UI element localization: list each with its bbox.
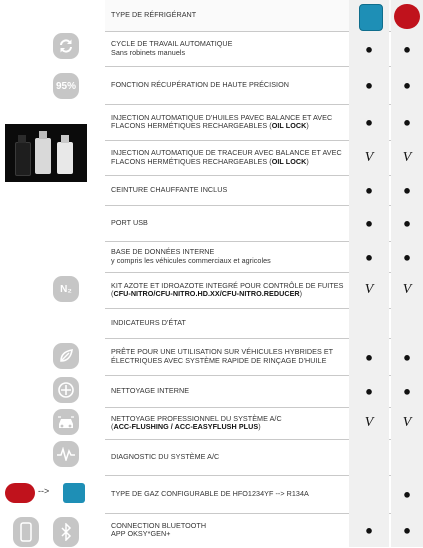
table-row xyxy=(105,338,423,376)
cell-col1: ● xyxy=(365,77,373,93)
cell-col1: V xyxy=(364,282,374,297)
row-bold: OIL LOCK xyxy=(271,121,307,130)
row-bold: OIL LOCK xyxy=(271,156,307,166)
cell-col1: ● xyxy=(365,349,373,364)
cell-col1: ● xyxy=(365,215,373,231)
cell-col1: ● xyxy=(365,383,373,399)
cell-col2: ● xyxy=(403,522,411,538)
r1234-cylinder-icon xyxy=(359,4,383,31)
row-label: PRÊTE POUR UNE UTILISATION SUR VÉHICULES HYBRIDES ET ÉLECTRIQUES AVEC SYSTÈME RAPIDE DE RINÇAGE D'HUILE xyxy=(111,347,333,365)
cell-col2: ● xyxy=(403,215,411,231)
table-row xyxy=(105,66,423,105)
header-label: TYPE DE RÉFRIGÉRANT xyxy=(111,10,197,20)
car-flushing-icon xyxy=(53,409,79,435)
nitrogen-kit-icon: N₂ xyxy=(53,276,79,302)
r1234-cylinder-icon xyxy=(63,483,85,503)
row-label: CEINTURE CHAUFFANTE INCLUS xyxy=(111,184,228,194)
cell-col1: ● xyxy=(365,41,373,56)
phone-icon xyxy=(13,517,39,547)
cell-col1: ● xyxy=(365,249,373,264)
table-row xyxy=(105,475,423,514)
leaf-icon xyxy=(53,343,79,369)
recycle-arrows-icon xyxy=(53,33,79,59)
row-label: INJECTION AUTOMATIQUE D'HUILES PAVEC BALANCE ET AVEC FLACONS HERMÉTIQUES RECHARGEABLES ( xyxy=(111,112,333,130)
row-label: NETTOYAGE PROFESSIONNEL DU SYSTÈME A/C xyxy=(111,413,282,423)
row-label: PORT USB xyxy=(111,217,148,227)
cell-col2: ● xyxy=(403,114,411,130)
arrow-icon: --> xyxy=(38,486,50,496)
table-row xyxy=(105,513,423,547)
cleaning-icon xyxy=(53,377,79,403)
header-col-1 xyxy=(349,0,389,31)
feature-table xyxy=(105,0,423,548)
table-row xyxy=(105,31,423,67)
cell-col2: ● xyxy=(403,77,411,93)
gas-conversion-icon xyxy=(5,481,89,505)
cell-col2: V xyxy=(402,415,412,430)
r134a-cylinder-icon xyxy=(394,4,420,29)
header-col-2 xyxy=(391,0,423,31)
cell-col2: ● xyxy=(403,349,411,364)
row-bold: CFU-NITRO/CFU-NITRO.HD.XX/CFU-NITRO.REDUCER xyxy=(113,289,300,298)
row-label: NETTOYAGE INTERNE xyxy=(111,385,190,395)
table-row xyxy=(105,375,423,408)
table-row xyxy=(105,308,423,339)
row-label: KIT AZOTE ET IDROAZOTE INTEGRÉ POUR CONTRÔLE DE FUITES ( xyxy=(111,280,344,298)
cell-col2: ● xyxy=(403,486,411,502)
row-label: CYCLE DE TRAVAIL AUTOMATIQUE xyxy=(111,39,233,49)
table-row: INJECTION AUTOMATIQUE DE TRACEUR AVEC BALANCE ET AVEC FLACONS HERMÉTIQUES RECHARGEABLES (OIL LOCK) V V xyxy=(105,140,423,176)
row-sublabel: y compris les véhicules commerciaux et agricoles xyxy=(111,255,271,265)
table-row: NETTOYAGE PROFESSIONNEL DU SYSTÈME A/C (ACC-FLUSHING / ACC-EASYFLUSH PLUS) V V xyxy=(105,407,423,440)
row-sublabel: Sans robinets manuels xyxy=(111,47,186,57)
table-row xyxy=(105,175,423,206)
95-percent-icon: 95% xyxy=(53,73,79,99)
cell-col2: ● xyxy=(403,383,411,399)
cell-col2: ● xyxy=(403,249,411,264)
cell-col2: ● xyxy=(403,41,411,56)
r134a-cylinder-icon xyxy=(5,483,35,503)
header-row xyxy=(105,0,423,32)
row-label: TYPE DE GAZ CONFIGURABLE DE HFO1234YF --> R134A xyxy=(111,488,309,498)
table-row xyxy=(105,439,423,476)
row-label: FONCTION RÉCUPÉRATION DE HAUTE PRÉCISION xyxy=(111,79,289,89)
row-label: INJECTION AUTOMATIQUE DE TRACEUR AVEC BALANCE ET AVEC FLACONS HERMÉTIQUES RECHARGEABLES ( xyxy=(111,148,342,166)
bluetooth-icon xyxy=(53,517,79,547)
row-label: BASE DE DONNÉES INTERNE xyxy=(111,247,215,257)
row-label: DIAGNOSTIC DU SYSTÈME A/C xyxy=(111,451,220,461)
cell-col2: V xyxy=(402,282,412,297)
table-row: KIT AZOTE ET IDROAZOTE INTEGRÉ POUR CONTRÔLE DE FUITES (CFU-NITRO/CFU-NITRO.HD.XX/CFU-NITRO.REDUCER) V V xyxy=(105,272,423,309)
table-row xyxy=(105,205,423,242)
oil-bottles-image xyxy=(5,124,87,182)
cell-col1: V xyxy=(364,149,374,165)
cell-col1: ● xyxy=(365,182,373,198)
diagnostic-wave-icon xyxy=(53,441,79,467)
row-label: INDICATEURS D'ÉTAT xyxy=(111,317,186,327)
cell-col1: ● xyxy=(365,522,373,538)
row-sublabel: APP OKSY*GEN+ xyxy=(111,529,171,538)
cell-col1: V xyxy=(364,415,374,430)
cell-col1: ● xyxy=(365,114,373,130)
cell-col2: ● xyxy=(403,182,411,198)
table-row: INJECTION AUTOMATIQUE D'HUILES PAVEC BALANCE ET AVEC FLACONS HERMÉTIQUES RECHARGEABLES (OIL LOCK) ● ● xyxy=(105,104,423,141)
row-bold: ACC-FLUSHING / ACC-EASYFLUSH PLUS xyxy=(113,422,259,431)
cell-col2: V xyxy=(402,149,412,165)
table-row xyxy=(105,241,423,273)
row-label: CONNECTION BLUETOOTH xyxy=(111,520,207,530)
